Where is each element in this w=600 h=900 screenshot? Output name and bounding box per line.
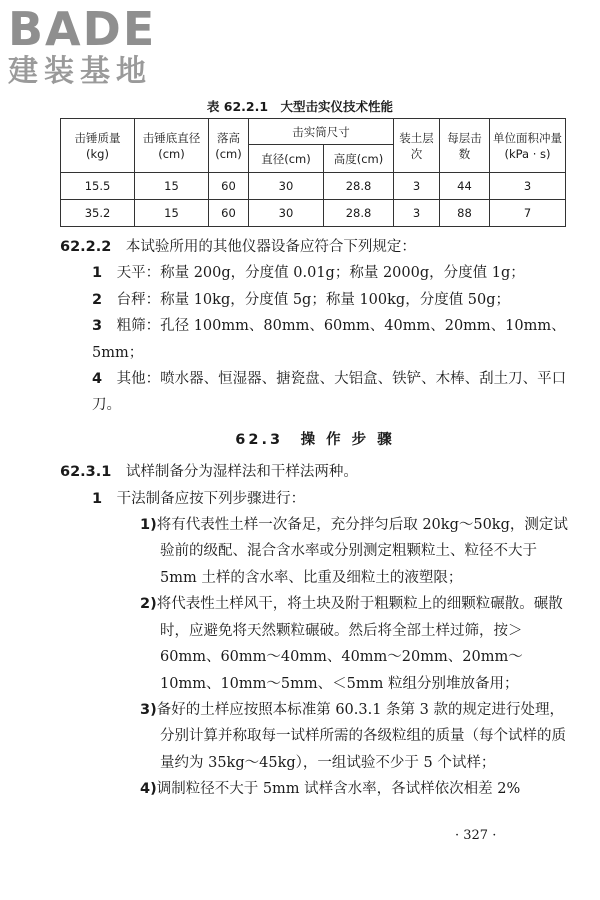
clause-62-3-1 — [60, 459, 570, 485]
header-layers: 装土层次 — [394, 119, 440, 173]
table-row — [61, 173, 566, 200]
step-item: 2)将代表性土样风干，将土块及附于粗颗粒上的细颗粒碾散。碾散时，应避免将天然颗粒碾破。然后将全部土样过筛，按＞60mm、60mm～40mm、40mm～20mm、20mm～10mm、10mm～5mm、＜5mm 粒组分别堆放备用； — [140, 596, 563, 692]
table-row — [61, 200, 566, 227]
header-blows: 每层击数 — [440, 119, 490, 173]
header-cyl-diameter: 直径(cm) — [249, 145, 324, 173]
list-item: 1 干法制备应按下列步骤进行： — [92, 490, 306, 507]
clause-62-2-2 — [60, 234, 570, 260]
table-cell: 15 — [135, 173, 209, 200]
step-item: 1)将有代表性土样一次备足，充分拌匀后取 20kg～50kg，测定试验前的级配、混合含水率或分别测定粗颗粒土、粒径不大于 5mm 土样的含水率、比重及细粒土的液塑限； — [140, 517, 568, 586]
spec-table — [60, 118, 566, 227]
table-cell: 28.8 — [324, 200, 394, 227]
header-cyl-height: 高度(cm) — [324, 145, 394, 173]
list-item: 2 台秤：称量 10kg，分度值 5g；称量 100kg，分度值 50g； — [92, 291, 511, 308]
page-number: · 327 · — [455, 828, 497, 843]
clause-text: 本试验所用的其他仪器设备应符合下列规定： — [125, 239, 416, 255]
header-impact: 单位面积冲量 (kPa · s) — [490, 119, 566, 173]
table-cell: 30 — [249, 200, 324, 227]
table-cell: 44 — [440, 173, 490, 200]
step-item: 3)备好的土样应按照本标准第 60.3.1 条第 3 款的规定进行处理，分别计算并称取每一试样所需的各级粒组的质量（每个试样的质量约为 35kg～45kg），一组试验不少于 5 个试样； — [140, 701, 566, 771]
table-cell: 28.8 — [324, 173, 394, 200]
table-cell: 60 — [209, 200, 249, 227]
table-cell: 7 — [490, 200, 566, 227]
table-title: 表 62.2.1 大型击实仪技术性能 — [206, 99, 394, 114]
table-cell: 15.5 — [61, 173, 135, 200]
table-cell: 35.2 — [61, 200, 135, 227]
list-item: 1 天平：称量 200g，分度值 0.01g；称量 2000g，分度值 1g； — [92, 265, 525, 282]
step-item: 4)调制粒径不大于 5mm 试样含水率，各试样依次相差 2% — [140, 781, 521, 798]
header-cylinder: 击实筒尺寸 — [249, 119, 394, 145]
logo-cjk-text: 建装基地 — [8, 54, 152, 89]
table-cell: 15 — [135, 200, 209, 227]
logo — [8, 4, 188, 90]
table-cell: 3 — [394, 173, 440, 200]
header-drop-height: 落高 (cm) — [209, 119, 249, 173]
table-cell: 3 — [394, 200, 440, 227]
section-heading: 62.3 操 作 步 骤 — [235, 431, 395, 448]
header-hammer-mass: 击锤质量 (kg) — [61, 119, 135, 173]
clause-number: 62.2.2 — [60, 239, 112, 255]
header-hammer-diameter: 击锤底直径 (cm) — [135, 119, 209, 173]
clause-number: 62.3.1 — [60, 464, 112, 481]
table-cell: 60 — [209, 173, 249, 200]
body-text — [60, 234, 570, 803]
table-cell: 30 — [249, 173, 324, 200]
table-cell: 88 — [440, 200, 490, 227]
clause-text: 试样制备分为湿样法和干样法两种。 — [125, 464, 358, 481]
list-item: 4 其他：喷水器、恒湿器、搪瓷盘、大铝盒、铁铲、木棒、刮土刀、平口刀。 — [92, 371, 567, 414]
list-item: 3 粗筛：孔径 100mm、80mm、60mm、40mm、20mm、10mm、5mm； — [92, 318, 566, 361]
logo-latin-text: BADE — [8, 2, 157, 56]
table-cell: 3 — [490, 173, 566, 200]
